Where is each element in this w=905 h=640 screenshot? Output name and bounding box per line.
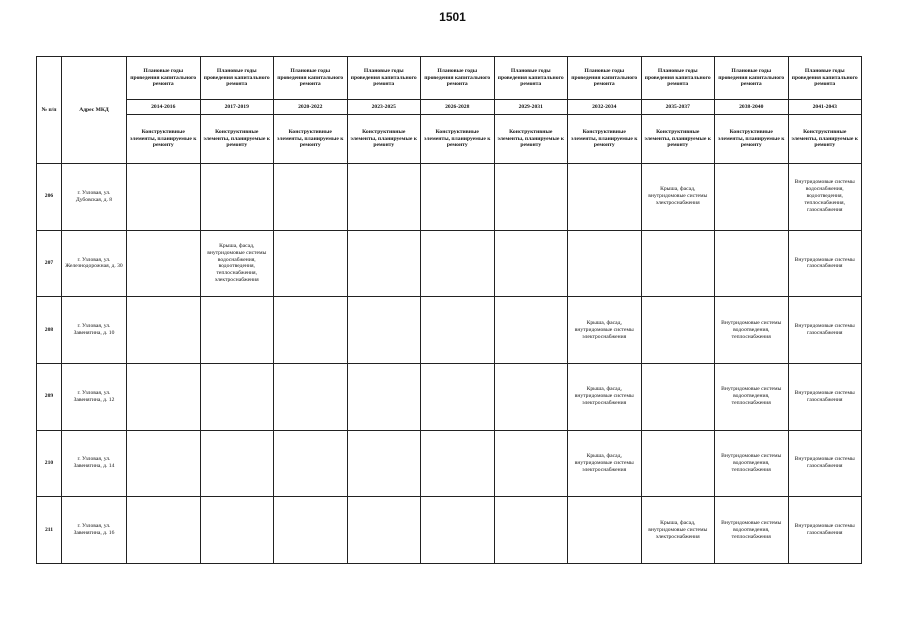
table-row [37,297,862,364]
column-header-planned-years: Плановые годы проведения капитального ремонта [641,57,715,100]
header-row-periods [37,100,862,115]
period-header: 2020-2022 [274,100,348,115]
table-cell [494,230,568,297]
table-cell: Внутридомовые системы водоснабжения, водоотведения, теплоснабжения, газоснабжения [788,164,862,231]
table-row [37,230,862,297]
table-cell [568,164,642,231]
row-number: 207 [37,230,62,297]
row-address: г. Узловая, ул. Завенягина, д. 16 [62,497,127,564]
table-cell: Крыша, фасад, внутридомовые системы электроснабжения [568,363,642,430]
table-row [37,430,862,497]
table-cell [568,497,642,564]
table-cell [200,430,274,497]
period-header: 2041-2043 [788,100,862,115]
table-cell: Внутридомовые системы водоотведения, теплоснабжения [715,430,789,497]
table-cell: Внутридомовые системы газоснабжения [788,230,862,297]
elements-header: Конструктивные элементы, планируемые к ремонту [421,115,495,164]
table-cell [200,363,274,430]
table-cell: Внутридомовые системы водоотведения, теплоснабжения [715,297,789,364]
repair-schedule-table [36,56,862,564]
table-cell [494,430,568,497]
period-header: 2026-2028 [421,100,495,115]
table-header [37,57,862,164]
header-row-planned-years [37,57,862,100]
table-cell [127,430,201,497]
table-cell [200,297,274,364]
table-cell [421,497,495,564]
table-cell [641,297,715,364]
elements-header: Конструктивные элементы, планируемые к ремонту [200,115,274,164]
table-cell: Крыша, фасад, внутридомовые системы электроснабжения [641,497,715,564]
column-header-planned-years: Плановые годы проведения капитального ремонта [788,57,862,100]
table-cell: Внутридомовые системы водоотведения, теплоснабжения [715,363,789,430]
table-cell [274,363,348,430]
table-cell [200,497,274,564]
table-cell [494,363,568,430]
table-cell: Внутридомовые системы газоснабжения [788,497,862,564]
row-number: 209 [37,363,62,430]
table-cell: Крыша, фасад, внутридомовые системы электроснабжения [568,297,642,364]
table-cell: Крыша, фасад, внутридомовые системы водоснабжения, водоотведения, теплоснабжения, электроснабжения [200,230,274,297]
table-cell [127,363,201,430]
period-header: 2029-2031 [494,100,568,115]
table-row [37,363,862,430]
elements-header: Конструктивные элементы, планируемые к ремонту [568,115,642,164]
row-number: 211 [37,497,62,564]
column-header-planned-years: Плановые годы проведения капитального ремонта [274,57,348,100]
elements-header: Конструктивные элементы, планируемые к ремонту [127,115,201,164]
table-body [37,164,862,564]
table-cell [274,297,348,364]
column-header-address: Адрес МКД [62,57,127,164]
table-cell [274,164,348,231]
table-row [37,164,862,231]
column-header-planned-years: Плановые годы проведения капитального ремонта [127,57,201,100]
table-cell: Внутридомовые системы газоснабжения [788,297,862,364]
column-header-planned-years: Плановые годы проведения капитального ремонта [347,57,421,100]
header-row-elements [37,115,862,164]
table-cell [641,430,715,497]
elements-header: Конструктивные элементы, планируемые к ремонту [715,115,789,164]
page-number: 1501 [439,10,466,24]
elements-header: Конструктивные элементы, планируемые к ремонту [347,115,421,164]
table-cell: Внутридомовые системы водоотведения, теплоснабжения [715,497,789,564]
table-cell [568,230,642,297]
table-cell [347,363,421,430]
table-cell [421,430,495,497]
table-cell [347,430,421,497]
period-header: 2038-2040 [715,100,789,115]
elements-header: Конструктивные элементы, планируемые к ремонту [788,115,862,164]
table-cell [347,297,421,364]
column-header-planned-years: Плановые годы проведения капитального ремонта [494,57,568,100]
column-header-planned-years: Плановые годы проведения капитального ремонта [421,57,495,100]
table-cell [421,363,495,430]
table-cell [641,363,715,430]
row-number: 206 [37,164,62,231]
table-cell [421,297,495,364]
elements-header: Конструктивные элементы, планируемые к ремонту [274,115,348,164]
period-header: 2035-2037 [641,100,715,115]
column-header-planned-years: Плановые годы проведения капитального ремонта [568,57,642,100]
period-header: 2014-2016 [127,100,201,115]
elements-header: Конструктивные элементы, планируемые к ремонту [494,115,568,164]
table-cell [494,164,568,231]
table-cell [347,164,421,231]
table-row [37,497,862,564]
table-cell [421,230,495,297]
table-cell [715,230,789,297]
table-cell [127,497,201,564]
table-cell [715,164,789,231]
table-cell [641,230,715,297]
table-cell [274,497,348,564]
row-number: 210 [37,430,62,497]
row-address: г. Узловая, ул. Завенягина, д. 14 [62,430,127,497]
table-cell [200,164,274,231]
table-cell [127,164,201,231]
table-cell [274,430,348,497]
table-cell: Внутридомовые системы газоснабжения [788,430,862,497]
table-cell [127,297,201,364]
row-address: г. Узловая, ул. Дубовская, д. 8 [62,164,127,231]
elements-header: Конструктивные элементы, планируемые к ремонту [641,115,715,164]
table-cell [494,497,568,564]
row-address: г. Узловая, ул. Завенягина, д. 12 [62,363,127,430]
table-cell [494,297,568,364]
table-cell: Крыша, фасад, внутридомовые системы электроснабжения [641,164,715,231]
column-header-planned-years: Плановые годы проведения капитального ремонта [200,57,274,100]
row-address: г. Узловая, ул. Завенягина, д. 10 [62,297,127,364]
table-cell [127,230,201,297]
row-number: 208 [37,297,62,364]
period-header: 2032-2034 [568,100,642,115]
table-cell: Внутридомовые системы газоснабжения [788,363,862,430]
table-cell [347,497,421,564]
row-address: г. Узловая, ул. Железнодорожная, д. 30 [62,230,127,297]
column-header-number: № п/п [37,57,62,164]
table-cell [421,164,495,231]
period-header: 2017-2019 [200,100,274,115]
table-cell: Крыша, фасад, внутридомовые системы электроснабжения [568,430,642,497]
column-header-planned-years: Плановые годы проведения капитального ремонта [715,57,789,100]
period-header: 2023-2025 [347,100,421,115]
table-cell [347,230,421,297]
table-cell [274,230,348,297]
